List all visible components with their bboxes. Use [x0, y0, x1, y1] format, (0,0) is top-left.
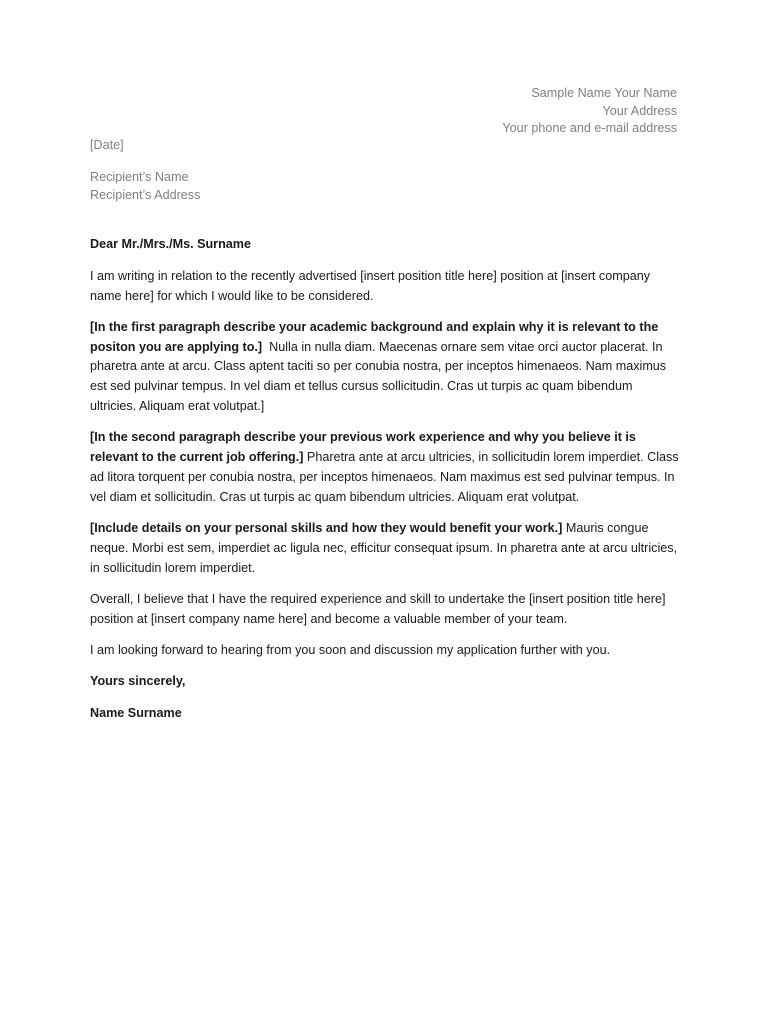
paragraph-skills: [90, 519, 680, 578]
paragraph-skills-instruction: [Include details on your personal skills and how they would benefit your work.]: [90, 521, 563, 536]
sender-address: Your Address: [602, 103, 677, 118]
recipient-address: Recipient’s Address: [90, 187, 201, 202]
date-field: [Date]: [90, 138, 124, 152]
paragraph-experience: [90, 428, 680, 507]
paragraph-skills-text: Mauris congue neque. Morbi est sem, imperdiet ac ligula nec, efficitur consequat ipsum. In pharetra ante at arcu ultricies, in sollicitudin lorem imperdiet.: [90, 521, 678, 575]
paragraph-experience-text: Pharetra ante at arcu ultricies, in sollicitudin lorem imperdiet. Class ad litora torquent per conubia nostra, per inceptos himenaeos. Nam maximus est sed pulvinar tempus. In vel diam et sollicitudin. Cras ut turpis ac quam bibendum ultricies. Aliquam erat volutpat.: [90, 450, 679, 504]
recipient-block: [90, 169, 200, 204]
sender-block: [502, 85, 677, 138]
paragraph-academic: [90, 318, 680, 417]
paragraph-overall: Overall, I believe that I have the required experience and skill to undertake the [insert position title here] position at [insert company name here] and become a valuable member of your team.: [90, 591, 666, 626]
paragraph-intro: I am writing in relation to the recently advertised [insert position title here] position at [insert company name here] for which I would like to be considered.: [90, 268, 650, 303]
paragraph-closing: I am looking forward to hearing from you soon and discussion my application further with you.: [90, 643, 611, 658]
recipient-name: Recipient’s Name: [90, 170, 189, 184]
sender-contact: Your phone and e-mail address: [502, 121, 677, 135]
paragraph-experience-instruction: [In the second paragraph describe your previous work experience and why you believe it is relevant to the current job offering.]: [90, 430, 636, 465]
paragraph-academic-instruction: [In the first paragraph describe your academic background and explain why it is relevant to the positon you are applying to.]: [90, 319, 659, 354]
salutation: Dear Mr./Mrs./Ms. Surname: [90, 237, 251, 251]
sender-name: Sample Name Your Name: [531, 86, 677, 100]
paragraph-academic-text: Nulla in nulla diam. Maecenas ornare sem vitae orci auctor placerat. In pharetra ante at arcu. Class aptent taciti so per conubia nostra, per inceptos himenaeos. Nam maximus est sed pulvinar tempus. In vel diam et tellus cursus sollicitudin. Cras ut turpis ac quam bibendum ultricies. Aliquam erat volutpat.]: [90, 339, 670, 414]
signature-name: Name Surname: [90, 705, 182, 720]
letter-body: [90, 235, 680, 735]
closing-phrase: Yours sincerely,: [90, 674, 186, 689]
